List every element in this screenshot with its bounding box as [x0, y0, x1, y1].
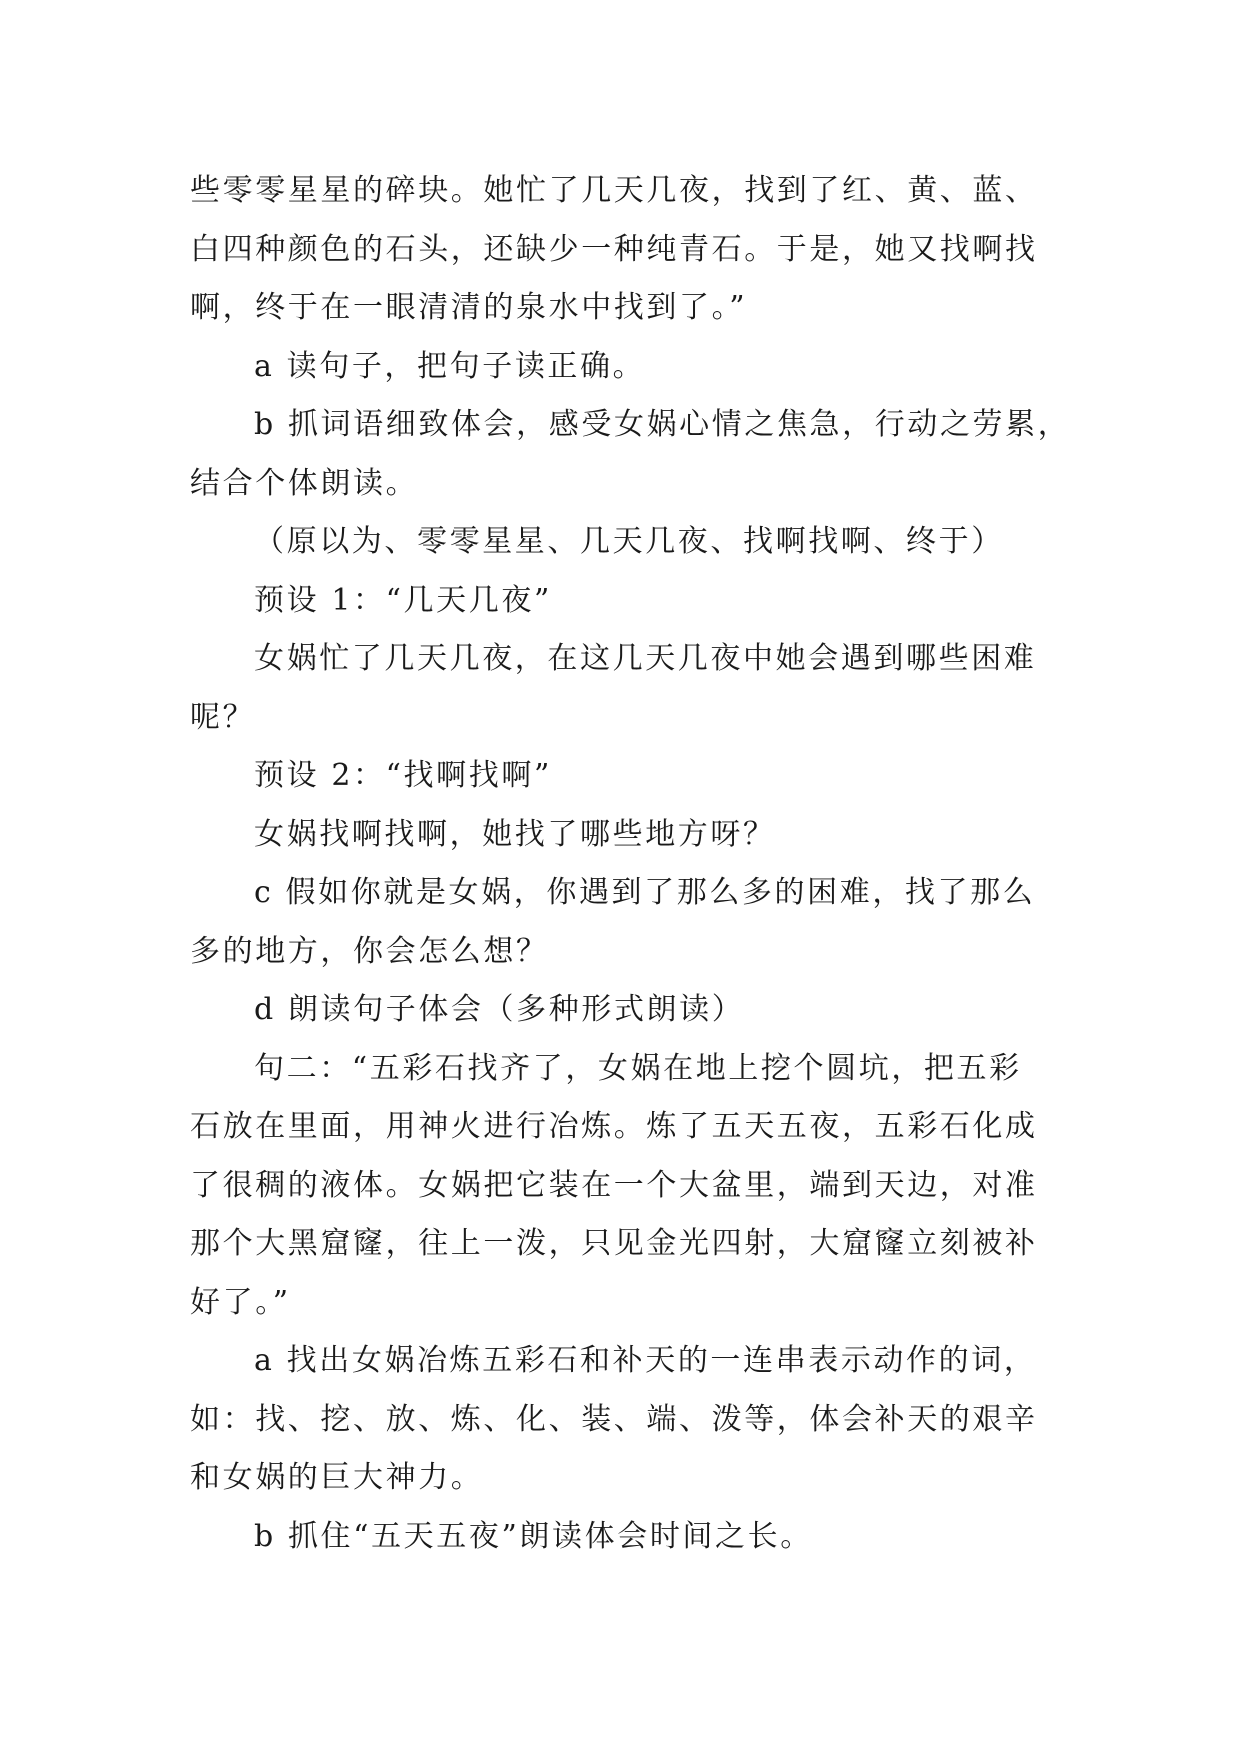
text-line: 啊，终于在一眼清清的泉水中找到了。”: [190, 290, 748, 325]
text-line: 如：找、挖、放、炼、化、装、端、泼等，体会补天的艰辛: [190, 1401, 1038, 1437]
paragraph: [190, 806, 1070, 865]
text-line: b 抓词语细致体会，感受女娲心情之焦急，行动之劳累，: [254, 407, 1071, 442]
text-line: 那个大黑窟窿，往上一泼，只见金光四射，大窟窿立刻被补: [190, 1226, 1038, 1261]
paragraph: [190, 747, 1070, 806]
paragraph: [190, 981, 1070, 1040]
text-line: 石放在里面，用神火进行冶炼。炼了五天五夜，五彩石化成: [190, 1109, 1038, 1144]
paragraph: [190, 1332, 1070, 1508]
text-line: 句二：“五彩石找齐了，女娲在地上挖个圆坑，把五彩: [254, 1050, 1022, 1086]
paragraph: [190, 864, 1070, 981]
text-line: 结合个体朗读。: [190, 465, 419, 501]
text-line: 女娲找啊找啊，她找了哪些地方呀？: [254, 816, 776, 852]
text-line: 女娲忙了几天几夜，在这几天几夜中她会遇到哪些困难: [254, 641, 1037, 676]
paragraph: [190, 630, 1070, 747]
text-line: 好了。”: [190, 1284, 291, 1320]
text-line: 多的地方，你会怎么想？: [190, 933, 549, 969]
text-line: 和女娲的巨大神力。: [190, 1460, 484, 1495]
text-line: c 假如你就是女娲，你遇到了那么多的困难，找了那么: [254, 875, 1036, 910]
text-line: d 朗读句子体会（多种形式朗读）: [254, 992, 745, 1027]
text-line: 些零零星星的碎块。她忙了几天几夜，找到了红、黄、蓝、: [190, 173, 1038, 208]
paragraph: [190, 396, 1070, 513]
paragraph: [190, 338, 1070, 397]
paragraph: [190, 513, 1070, 572]
paragraph: [190, 1040, 1070, 1333]
text-line: 呢？: [190, 699, 256, 735]
text-line: （原以为、零零星星、几天几夜、找啊找啊、终于）: [254, 524, 1004, 559]
text-line: a 读句子，把句子读正确。: [254, 348, 646, 384]
text-line: b 抓住“五天五夜”朗读体会时间之长。: [254, 1518, 813, 1554]
paragraph: [190, 572, 1070, 631]
text-line: 了很稠的液体。女娲把它装在一个大盆里，端到天边，对准: [190, 1167, 1038, 1203]
document-page: [190, 162, 1070, 1566]
paragraph: [190, 162, 1070, 338]
text-line: a 找出女娲冶炼五彩石和补天的一连串表示动作的词，: [254, 1343, 1037, 1378]
text-line: 白四种颜色的石头，还缺少一种纯青石。于是，她又找啊找: [190, 231, 1038, 267]
text-line: 预设 1：“几天几夜”: [254, 582, 552, 618]
paragraph: [190, 1508, 1070, 1567]
text-line: 预设 2：“找啊找啊”: [254, 758, 552, 793]
